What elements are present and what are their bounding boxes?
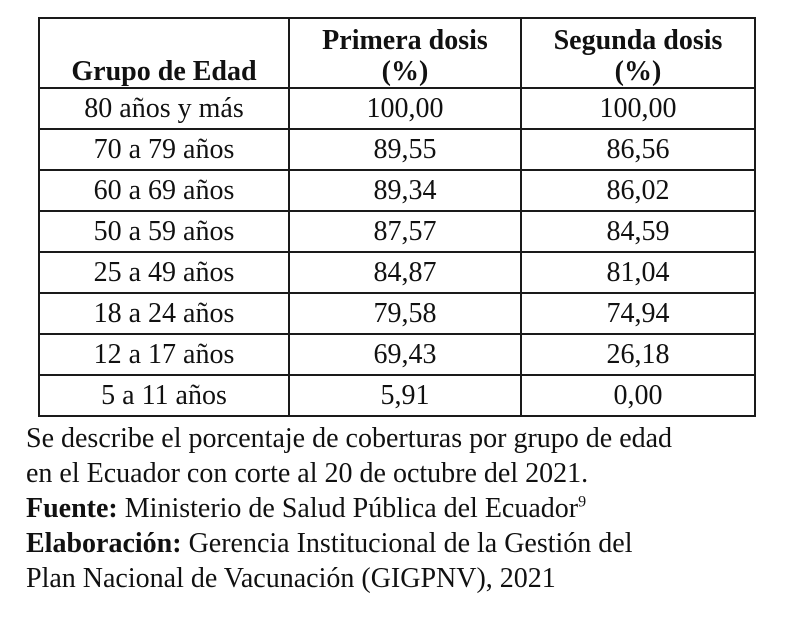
source-reference: 9 xyxy=(578,493,587,511)
header-first-dose-line1: Primera dosis xyxy=(322,25,488,56)
table-row xyxy=(39,375,755,416)
cell-second-dose: 74,94 xyxy=(521,293,755,334)
elaboration-label: Elaboración: xyxy=(26,528,182,559)
table-row xyxy=(39,293,755,334)
cell-second-dose: 0,00 xyxy=(521,375,755,416)
cell-age: 60 a 69 años xyxy=(39,170,289,211)
header-second-dose-line2: (%) xyxy=(614,56,662,87)
coverage-table xyxy=(38,17,756,417)
cell-first-dose: 84,87 xyxy=(289,252,521,293)
elaboration-text-1: Gerencia Institucional de la Gestión del xyxy=(181,528,633,559)
header-second-dose-line1: Segunda dosis xyxy=(553,25,723,56)
source-line xyxy=(26,491,766,526)
cell-first-dose: 69,43 xyxy=(289,334,521,375)
table-notes xyxy=(26,421,766,596)
cell-age: 50 a 59 años xyxy=(39,211,289,252)
cell-second-dose: 84,59 xyxy=(521,211,755,252)
cell-second-dose: 86,02 xyxy=(521,170,755,211)
cell-age: 12 a 17 años xyxy=(39,334,289,375)
table-header-row xyxy=(39,18,755,88)
table-row xyxy=(39,211,755,252)
table-row xyxy=(39,252,755,293)
source-text: Ministerio de Salud Pública del Ecuador xyxy=(117,493,579,524)
description-line-1: Se describe el porcentaje de coberturas por grupo de edad xyxy=(26,423,673,454)
header-age-group xyxy=(39,18,289,88)
header-age-group-label: Grupo de Edad xyxy=(71,56,257,87)
cell-age: 80 años y más xyxy=(39,88,289,129)
description-line-2: en el Ecuador con corte al 20 de octubre del 2021. xyxy=(26,458,589,489)
cell-first-dose: 89,34 xyxy=(289,170,521,211)
cell-second-dose: 81,04 xyxy=(521,252,755,293)
cell-first-dose: 5,91 xyxy=(289,375,521,416)
elaboration-line-2: Plan Nacional de Vacunación (GIGPNV), 2021 xyxy=(26,563,556,594)
document-content xyxy=(26,17,754,596)
cell-second-dose: 86,56 xyxy=(521,129,755,170)
cell-age: 25 a 49 años xyxy=(39,252,289,293)
table-row xyxy=(39,129,755,170)
cell-age: 5 a 11 años xyxy=(39,375,289,416)
cell-first-dose: 89,55 xyxy=(289,129,521,170)
cell-second-dose: 100,00 xyxy=(521,88,755,129)
cell-first-dose: 79,58 xyxy=(289,293,521,334)
header-second-dose xyxy=(521,18,755,88)
header-first-dose xyxy=(289,18,521,88)
cell-second-dose: 26,18 xyxy=(521,334,755,375)
header-first-dose-line2: (%) xyxy=(381,56,429,87)
cell-age: 18 a 24 años xyxy=(39,293,289,334)
cell-first-dose: 87,57 xyxy=(289,211,521,252)
cell-age: 70 a 79 años xyxy=(39,129,289,170)
table-row xyxy=(39,170,755,211)
cell-first-dose: 100,00 xyxy=(289,88,521,129)
source-label: Fuente: xyxy=(26,493,118,524)
table-row xyxy=(39,88,755,129)
table-row xyxy=(39,334,755,375)
elaboration-line xyxy=(26,526,766,561)
